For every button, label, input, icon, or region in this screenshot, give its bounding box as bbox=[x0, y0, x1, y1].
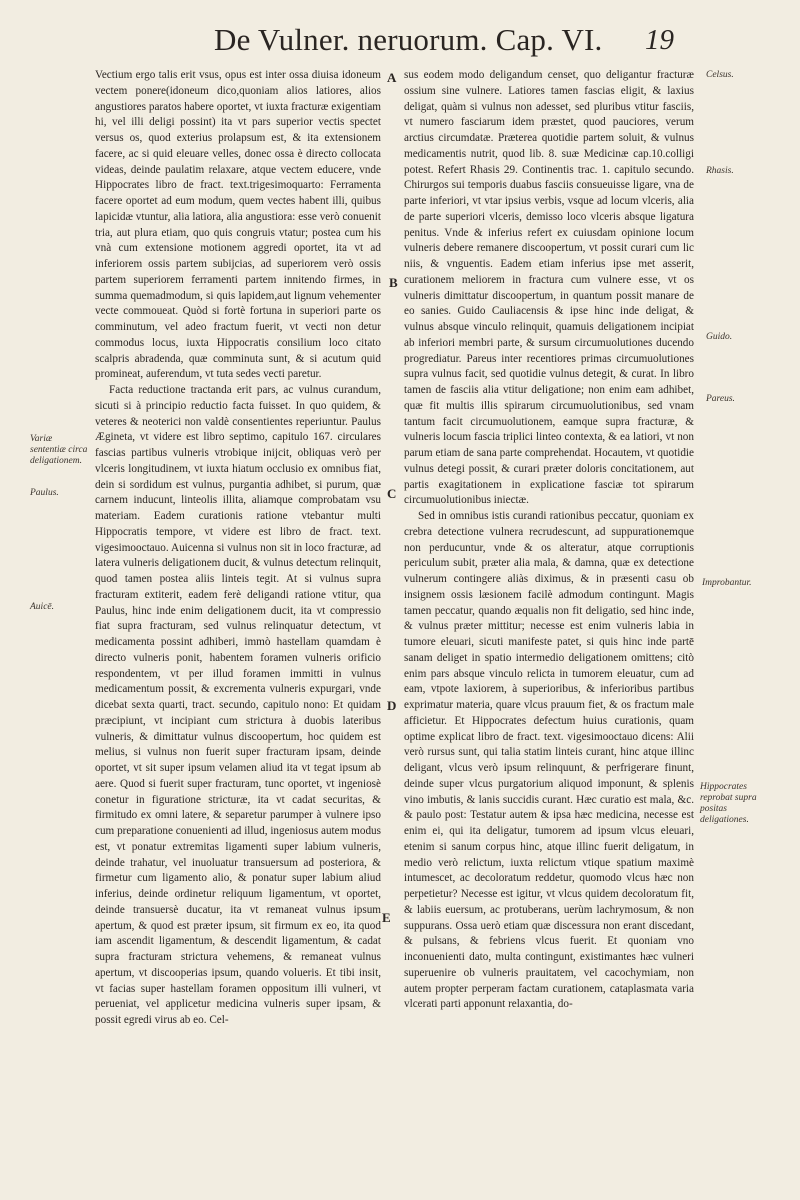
margin-note-celsus: Celsus. bbox=[706, 70, 734, 80]
section-letter-c: C bbox=[387, 486, 397, 501]
section-letter-e: E bbox=[382, 910, 391, 925]
paragraph: sus eodem modo deligandum censet, quo deligantur fracturæ ossium sine vulnere. Latiores tamen fascias eligit, & laxius deligat, quàm si vulnus non adesset, sed pluribus vtitur fasciis, vt numero fasciarum idem præstet, quod pauciores, verum arctius circumdatæ. Præterea quotidie partem soluit, & vulnus medicamentis nutrit, quod lib. 8. suæ Medicinæ cap.10.colligi potest. Refert Rhasis 29. Continentis trac. 1. capitulo secundo. Chirurgos sui temporis duabus fasciis consueuisse ligare, vna de parte inferiori, vt vtar ipsius verbis, vsque ad locum vlceris, alia de parte superiori vlceris, demisso loco vlceris absque ligatura penitus. Vnde & inferius refert ex cuiusdam opinione locum vulneris debere remanere discoopertum, vt possit curari cum lic niis, & vnguentis. Eadem etiam inferius ipse met asserit, curationem meliorem in fractura cum vulnere esse, vt os vulneris dimittatur discoopertum, in quantum possit manare de eo sanies. Guido Cauliacensis & ipse hinc inde deligat, & vulnus absque vinculo relinquit, quamuis deligationem incipiat ab inferiori membri parte, & sursum circumuolutiones ducendo progrediatur. Pareus inter recentiores primas circumuolutiones supra vulnus facit, sed quotidie vulnus detegit, & curat. In libro tamen de fasciis alia vtitur deligatione; non enim eam adhibet, quæ fit multis illis spirarum circumuolutionibus, sed vnam tantum facit circumuolutionem, eamque supra fracturæ, & vulneris locum fascia triplici linteo contexta, & ea latiori, vt non parum etiam de sana parte comprehendat. Hocautem, vt quotidie vulnus detegi possit, & curari præter doloris concitationem, aut partis exagitationem in explicatione fasciæ tot spirarum circumuolutionibus iniectæ. bbox=[404, 69, 694, 507]
section-letter-d: D bbox=[387, 698, 397, 713]
margin-note-rhasis: Rhasis. bbox=[706, 166, 734, 176]
page-title: De Vulner. neruorum. Cap. VI. bbox=[214, 22, 603, 57]
right-column bbox=[404, 68, 694, 1013]
margin-note-improbantur: Improbantur. bbox=[702, 578, 752, 588]
margin-note-hippocrates: Hippocrates reprobat supra positas deligationes. bbox=[700, 782, 757, 825]
margin-note-auicenna: Auicē. bbox=[30, 602, 55, 612]
margin-note-pareus: Pareus. bbox=[706, 394, 735, 404]
left-column bbox=[95, 68, 381, 1029]
running-header bbox=[0, 20, 800, 60]
margin-note-guido: Guido. bbox=[706, 332, 733, 342]
margin-note-paulus: Paulus. bbox=[30, 488, 59, 498]
paragraph: Sed in omnibus istis curandi rationibus peccatur, quoniam ex crebra detectione vulnera recrudescunt, ad suppurationemque non perducuntur, vnde & os alteratur, atque corruptionis periculum subit, præter alia mala, & damna, quæ ex detectione vulnerum contingere aliàs diximus, & in præsenti casu ob insignem ossis læsionem facilè admodum contingunt. Magis tamen peccatur, quando æqualis non fit deligatio, sed hinc inde, & vulnus præter mittitur; necesse est enim vulneris labia in tumore eleuari, sicuti manifeste patet, si quis hinc inde partē sanam deliget in spatio intermedio deligationem omittens; citò enim pars absque vinculo relicta in tumorem eleuatur, cum ad eam, vtpote laxiorem, à superioribus, & inferioribus partibus exprimatur materia, quare vlcus prauum fiet, & os fractum male afficietur. Et Hippocrates defectum huius curationis, quam optime explicat libro de fract. text. vigesimooctauo dicens: Alii verò rursus sunt, qui talia statim linteis curant, hinc atque illinc deligant, vlcus verò ipsum relinquunt, & perfrigerare finunt, deinde super vlcus purgatorium aliquod imponunt, & splenis vino imbutis, & lanis succidis curant. Hæc curatio est mala, &c. & paulo post: Testatur autem & ipsa hæc medicina, necesse est enim ei, qui ita deligatur, tumorem ad ipsum vlcus eleuari, etenim si sanum corpus hinc, atque illinc fuerit deligatum, in medio verò relictum, iuxta relictum vtique spatium maximè intumescet, ac decoloratum reddetur, quomodo vlcus hæc non perpetietur? Necesse est igitur, vt vlcus quidem decoloratum fit, & labiis euersum, ac protuberans, uerùm lachrymosum, & non suppurans. Ossa uerò etiam quæ discessura non erant discedant, & pulsans, & febriens vlcus fuerit. Et quoniam vno inconuenienti dato, multa contingunt, existimantes hæc vulneri superuenire ob vulneris prauitatem, vel cacochymiam, non autem propter perperam factam curationem, cataplasmata varia vlcerati parti apponunt relaxantia, do- bbox=[404, 510, 694, 1011]
page-number: 19 bbox=[645, 24, 674, 56]
section-letter-b: B bbox=[389, 275, 398, 290]
paragraph: Facta reductione tractanda erit pars, ac vulnus curandum, sicuti si à principio reductio facta fuisset. In quo quidem, & veteres & neoterici non valdè consentientes reperiuntur. Paulus Ægineta, vt videre est libro septimo, capitulo 167. circulares fascias partibus vulneris vtrobique inijcit, obliquas verò per vlceris longitudinem, vt iuxta hiatum occlusio ex omnibus fiat, dein si sordidum est vulnus, purgantia adhibet, si purum, quæ carnem inducunt, linteolis illita, aliamque comprobatam vsu materiam. Eadem curationis ratione vtebantur multi Hippocratis tempore, vt videre est libro de fract. text. vigesimooctauo. Auicenna si vulnus non sit in loco fracturæ, ad latera vulneris deligationem ducit, & vulnus detectum relinquit, quod tamen postea aliis linteis tegit. At si vulnus supra fracturam extiterit, eadem ferè deligandi ratione vtitur, qua Paulus, hinc inde enim deligationem ducit, ita vt compressio fiat supra fracturam, sed vulnus relinquatur detectum, vt medicamenta possint adhiberi, immò hastellam quamdam è directo vulneris ponit, habentem foramen vulneris orificio respondentem, vt per illud foramen immitti in vulnus medicamentum possit, & excrementa vulneris expurgari, vnde dicebat sexta quarti, tract. secundo, capitulo nono: Et quidam præcipiunt, vt incipiant cum strictura à duobis lateribus vulneris, & dimittatur vulnus discoopertum, hoc quidem est melius, si vulnus non fuerit super fracturam ipsam, deinde oportet, vt sit super ipsum velamen aliud ita vt tegat ipsum ab aere. Quod si fuerit super fracturam, tunc oportet, vt ingeniosè conetur in figuratione stricturæ, ita vt cadat securitas, & firmitudo ex omni latere, & separetur parumper à vulnere ipso cum preparatione conuenienti ad illud, ingeniosus autem modus est, vt ponatur extremitas ligamenti super labium vulneris, deinde trahatur, vel inuoluatur transuersum ad posteriora, & firmetur cum ligamento alio, & ponatur super labium aliud inferius, deinde ordinetur reliquum ligamentum, vt oportet, deinde transuersè ducatur, ita vt remaneat vulnus ipsum apertum, & quod est præter ipsum, sit firmum ex eo, ita quod iam ascendit ligamentum, & descendit ligamentum, & cadat supra fracturam strictura vehemens, & remaneat vulnus apertum, vt discooperias ipsum, quando volueris. Et tibi insit, vt facias super hastellam foramen oppositum illi vulneri, vt perueniat, vel applicetur medicina vulneris super ipsam, & possit egredi virus ab eo. Cel- bbox=[95, 384, 381, 1026]
paragraph: Vectium ergo talis erit vsus, opus est inter ossa diuisa idoneum vectem ponere(idoneum dico,quoniam alios latiores, alios angustiores paratos habere oportet, vt iuxta fracturæ exigentiam hi, vel illi deligi possint) ita vt pars superior vectis spectet versus os, quod exterius prolapsum est, & ita extensionem facere, ac si quid eleuare velles, donec ossa è directo collocata videas, deinde paulatim relaxare, atque vectem educere, vnde Hippocrates libro de fract. text.trigesimoquarto: Ferramenta facere oportet ad eum modum, quem vectes habent illi, quibus lapicidæ vtuntur, alia latiora, alia angustiora: esse verò conuenit tria, aut plura etiam, quo quis congruis vtatur; postea cum his vnà cum extensione motionem aggredi oportet, ita vt ad inferiorem ossis partem subijcias, ad superiorem verò ossis partem superiorem ferramenti partem innitendo firmes, in summa quemadmodum, si quis lapidem,aut lignum vehementer vecte commoueat. Quòd si fortè fortuna in superiori parte os comminutum, vel adeo fractum fuerit, vt vecti non detur commodus locus, iuxta Hippocratis consilium loco citato scalpris abradenda, quæ comminuta sunt, & si acutum quid promineat, auferendum, vt tuta sedes vecti paretur. bbox=[95, 69, 381, 381]
section-letter-a: A bbox=[387, 70, 397, 85]
margin-note-variae: Variæ sententiæ circa deligationem. bbox=[30, 434, 88, 466]
